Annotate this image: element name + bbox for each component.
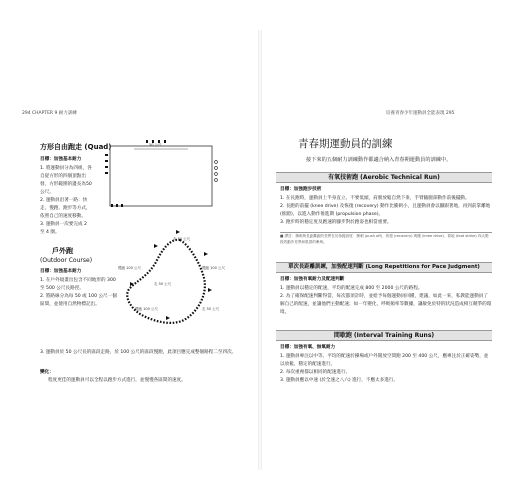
quad-field-diagram xyxy=(104,136,224,212)
outdoor-step: 2. 將路線分為每 50 或 100 公尺一個區間，並使用自然物標記出。 xyxy=(40,294,117,307)
aerobic-steps xyxy=(280,195,492,227)
course-label: 慢跑 100 公尺 xyxy=(202,266,225,270)
outdoor-subtitle: (Outdoor Course) xyxy=(40,257,93,264)
quad-step: 3. 運動員一次要完成 2 至 4 圈。 xyxy=(40,222,87,235)
interval-step: 1. 運動員專注以中等、平均的配速於操場或戶外開放空間跑 200 至 400 公尺，應專注於正確姿勢，並以放鬆，穩定的配速進行。 xyxy=(280,354,489,367)
interval-step: 3. 運動員應以中速 (於全速之八六) 進行，不應太多進行。 xyxy=(280,378,399,383)
quad-title: 方形自由跑走 (Quad) xyxy=(40,143,112,151)
aerobic-step: 1. 在長跑時，運動員上半身直立、不要低頭，肩膀放鬆自然下垂，手臂隨腿部動作前後擺動。 xyxy=(280,196,470,201)
aerobic-footnote: ■ 譯註：衝刺與長距離跑的差異在於抬腿高度：衝刺 (push off)、恢復 (recovery) 與擺 (knee drive)、着地 (foot strike) 四大階段的動作差異和肌群的參與。 xyxy=(280,234,489,244)
quad-square xyxy=(110,146,212,206)
outdoor-goal: 目標：加強基本耐力 xyxy=(40,269,82,274)
chapter-section-title: 青春期運動員的訓練 xyxy=(298,138,393,150)
interval-heading: 間歇跑 (Interval Training Runs) xyxy=(276,330,492,341)
interval-steps xyxy=(280,353,492,385)
course-label: 走 50 公尺 xyxy=(202,307,220,311)
outdoor-title: 戶外跑 xyxy=(52,247,73,255)
quad-goal: 目標：加強基本耐力 xyxy=(40,157,82,162)
quad-steps xyxy=(40,165,92,237)
aerobic-step: 2. 長跑的前擺 (knee drive) 及恢復 (recovery) 動作比衝刺小，且運動員會以腳跟著地，再到前掌離地 (推蹬)，以進入動作推進期 (propulsion phase)。 xyxy=(280,204,491,217)
aerobic-step: 3. 跑步時的穩定度及跑速的腳步對於跑姿也相當重要。 xyxy=(280,220,392,225)
aerobic-goal: 目標：加強跑步技術 xyxy=(280,187,322,192)
pace-step: 1. 運動員以穩定的配速，平均的配速完成 800 至 2000 公尺的路程。 xyxy=(280,286,423,291)
pace-steps xyxy=(280,285,492,317)
variation-text: 程度更佳的運動員可以全程以跑步方式進行，並慢慢各區間的速度。 xyxy=(48,378,186,383)
quad-dimension-label: 50 公尺 xyxy=(149,143,162,147)
intro-text: 接下來的五個耐力訓練動作都適合納入青春期運動員的訓練中。 xyxy=(306,157,452,163)
variation-label: 變化： xyxy=(40,370,54,375)
book-gutter xyxy=(258,30,262,470)
outdoor-steps-a xyxy=(40,277,120,309)
outdoor-step: 1. 在戶外規畫出包含不同地形的 300 至 500 公尺長路徑。 xyxy=(40,278,116,291)
pace-heading: 單次長距離訓練，加強配速判斷 (Long Repetitions for Pace Judgment) xyxy=(276,262,492,273)
outdoor-steps-b xyxy=(40,349,240,357)
course-label: 走 50 公尺 xyxy=(154,282,172,286)
interval-goal: 目標：加強有氧、無氧耐力 xyxy=(280,345,336,350)
footnote-divider xyxy=(280,232,492,233)
left-page-header: 294 CHAPTER 9 耐力訓練 xyxy=(22,111,77,116)
course-label: 慢跑 100 公尺 xyxy=(118,266,141,270)
athlete-marker-group xyxy=(105,154,108,174)
athlete-marker-group xyxy=(111,204,123,207)
right-page-header: 培養青春少年運動員全能表現 295 xyxy=(386,111,455,116)
pace-goal: 目標：加強有氧耐力及配速判斷 xyxy=(280,277,345,282)
pace-step: 2. 為了確保配速判斷得當，每次都須計時，並給予每個運動員回饋，建議，如此一來，私教能運動員了解自己的配速，並讓他們主動配速；如一年變化，呼吸頻率等數據，讓敏免於特的狀況造成相互競爭的環境。 xyxy=(280,294,492,315)
outdoor-step: 3. 運動員於 50 公尺長的區段走路，於 100 公尺的區段慢跑，此項目應完成整個路程二至四次。 xyxy=(40,350,237,355)
quad-step: 1. 將運動員分為四組，各自從方形的四個頂點出發，方形範圍的邊長為50公尺。 xyxy=(40,166,92,195)
quad-step: 2. 運動員沿著一路：快走、慢跑、跑步等方式，依照自己的速度移動。 xyxy=(40,198,91,219)
course-label: 走 50 公尺 xyxy=(173,237,191,241)
course-label: 慢跑 100 公尺 xyxy=(135,307,158,311)
interval-step: 2. 每次重複都以相同的配速進行。 xyxy=(280,370,351,375)
athlete-marker-group xyxy=(215,161,218,182)
aerobic-heading: 有氧技術跑 (Aerobic Technical Run) xyxy=(276,172,492,183)
